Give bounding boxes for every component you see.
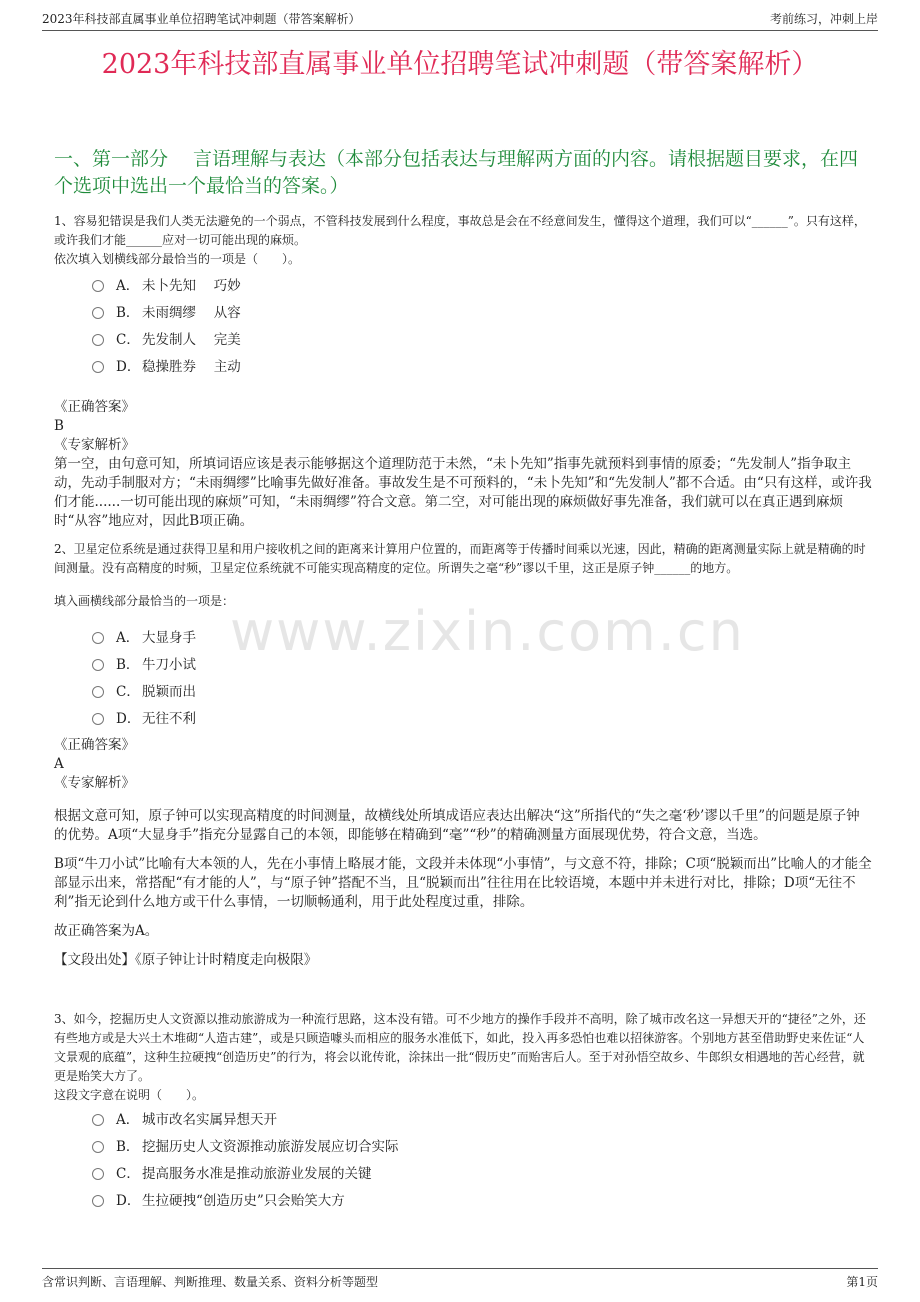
- radio-icon[interactable]: [92, 334, 104, 346]
- radio-icon[interactable]: [92, 1195, 104, 1207]
- radio-icon[interactable]: [92, 1114, 104, 1126]
- page-number: 第1页: [846, 1275, 878, 1289]
- radio-icon[interactable]: [92, 1141, 104, 1153]
- radio-icon[interactable]: [92, 713, 104, 725]
- question-1-text: 1、容易犯错误是我们人类无法避免的一个弱点，不管科技发展到什么程度，事故总是会在不经意间发生，懂得这个道理，我们可以“______”。只有这样，或许我们才能______应对一切可能出现的麻烦。: [54, 214, 866, 247]
- question-3-prompt: 这段文字意在说明（ ）。: [54, 1088, 205, 1102]
- radio-icon[interactable]: [92, 632, 104, 644]
- question-2-text: 2、卫星定位系统是通过获得卫星和用户接收机之间的距离来计算用户位置的，而距离等于传播时间乘以光速，因此，精确的距离测量实际上就是精确的时间测量。没有高精度的时频，卫星定位系统就不可能实现高精度的定位。所谓失之毫“秒”谬以千里，这正是原子钟______的地方。: [54, 542, 866, 575]
- radio-icon[interactable]: [92, 686, 104, 698]
- page-header: [42, 10, 878, 31]
- option-d[interactable]: D． 生拉硬拽“创造历史”只会贻笑大方: [92, 1185, 399, 1212]
- question-3-stem: [54, 1010, 872, 1105]
- question-2-options: [92, 622, 196, 730]
- radio-icon[interactable]: [92, 361, 104, 373]
- option-c[interactable]: C． 脱颖而出: [92, 676, 196, 703]
- analysis-paragraph-1: 根据文意可知，原子钟可以实现高精度的时间测量，故横线处所填成语应表达出解决“这”所指代的“失之毫‘秒’谬以千里”的问题是原子钟的优势。A项“大显身手”指充分显露自己的本领，即能够在精确到“毫”“秒”的精确测量方面展现优势，符合文意，当选。: [54, 808, 860, 843]
- radio-icon[interactable]: [92, 1168, 104, 1180]
- source-note: 【文段出处】《原子钟让计时精度走向极限》: [54, 952, 318, 968]
- option-a[interactable]: A． 城市改名实属异想天开: [92, 1104, 399, 1131]
- analysis-paragraph-2: B项“牛刀小试”比喻有大本领的人，先在小事情上略展才能，文段并未体现“小事情”，与文意不符，排除；C项“脱颖而出”比喻人的才能全部显示出来，常搭配“有才能的人”，与“原子钟”搭配不当，且“脱颖而出”往往用在比较语境，本题中并未进行对比，排除；D项“无往不利”指无论到什么地方或干什么事情，一切顺畅通利，用于此处程度过重，排除。: [54, 856, 872, 910]
- page-footer: [42, 1268, 878, 1290]
- analysis-paragraph-3: 故正确答案为A。: [54, 923, 159, 939]
- question-2-answer: [54, 736, 872, 970]
- option-b[interactable]: B． 挖掘历史人文资源推动旅游发展应切合实际: [92, 1131, 399, 1158]
- radio-icon[interactable]: [92, 307, 104, 319]
- question-1-options: [92, 270, 241, 378]
- question-3-text: 3、如今，挖掘历史人文资源以推动旅游成为一种流行思路，这本没有错。可不少地方的操作手段并不高明，除了城市改名这一异想天开的“捷径”之外，还有些地方或是大兴土木堆砌“人造古建”，或是只顾造噱头而相应的服务水准低下，如此，投入再多恐怕也难以招徕游客。个别地方甚至借助野史来佐证“人文景观的底蕴”，这种生拉硬拽“创造历史”的行为，将会以讹传讹，涂抹出一批“假历史”而贻害后人。至于对孙悟空故乡、牛郎织女相遇地的苦心经营，就更是贻笑大方了。: [54, 1012, 866, 1083]
- answer-value: A: [54, 756, 64, 772]
- answer-label: 《正确答案》: [54, 399, 135, 415]
- question-2-prompt: 填入画横线部分最恰当的一项是：: [54, 594, 235, 608]
- option-b[interactable]: B． 未雨绸缪 从容: [92, 297, 241, 324]
- radio-icon[interactable]: [92, 659, 104, 671]
- header-doc-title: 2023年科技部直属事业单位招聘笔试冲刺题（带答案解析）: [42, 12, 361, 26]
- question-1-prompt: 依次填入划横线部分最恰当的一项是（ ）。: [54, 252, 301, 266]
- watermark: www.zixin.com.cn: [230, 600, 745, 663]
- option-d[interactable]: D． 稳操胜券 主动: [92, 351, 241, 378]
- question-1-stem: [54, 212, 872, 269]
- analysis-label: 《专家解析》: [54, 775, 135, 791]
- answer-label: 《正确答案》: [54, 737, 135, 753]
- footer-question-types: 含常识判断、言语理解、判断推理、数量关系、资料分析等题型: [42, 1275, 379, 1289]
- header-slogan: 考前练习，冲刺上岸: [769, 12, 878, 26]
- section-heading: 一、第一部分 言语理解与表达（本部分包括表达与理解两方面的内容。请根据题目要求，在四个选项中选出一个最恰当的答案。）: [54, 148, 859, 197]
- option-b[interactable]: B． 牛刀小试: [92, 649, 196, 676]
- analysis-label: 《专家解析》: [54, 437, 135, 453]
- question-3-options: [92, 1104, 399, 1212]
- option-d[interactable]: D． 无往不利: [92, 703, 196, 730]
- question-2-stem: [54, 540, 872, 611]
- answer-value: B: [54, 418, 64, 434]
- option-c[interactable]: C． 提高服务水准是推动旅游业发展的关键: [92, 1158, 399, 1185]
- analysis-text: 第一空，由句意可知，所填词语应该是表示能够据这个道理防范于未然，“未卜先知”指事先就预料到事情的原委；“先发制人”指争取主动，先动手制服对方；“未雨绸缪”比喻事先做好准备。事故发生是不可预料的，“未卜先知”和“先发制人”都不合适。由“只有这样，或许我们才能......一切可能出现的麻烦”可知，“未雨绸缪”符合文意。第二空，对可能出现的麻烦做好事先准备，我们就可以在真正遇到麻烦时“从容”地应对，因此B项正确。: [54, 456, 872, 529]
- radio-icon[interactable]: [92, 280, 104, 292]
- option-a[interactable]: A． 大显身手: [92, 622, 196, 649]
- option-c[interactable]: C． 先发制人 完美: [92, 324, 241, 351]
- document-title: 2023年科技部直属事业单位招聘笔试冲刺题（带答案解析）: [101, 49, 819, 80]
- question-1-answer: [54, 398, 872, 531]
- option-a[interactable]: A． 未卜先知 巧妙: [92, 270, 241, 297]
